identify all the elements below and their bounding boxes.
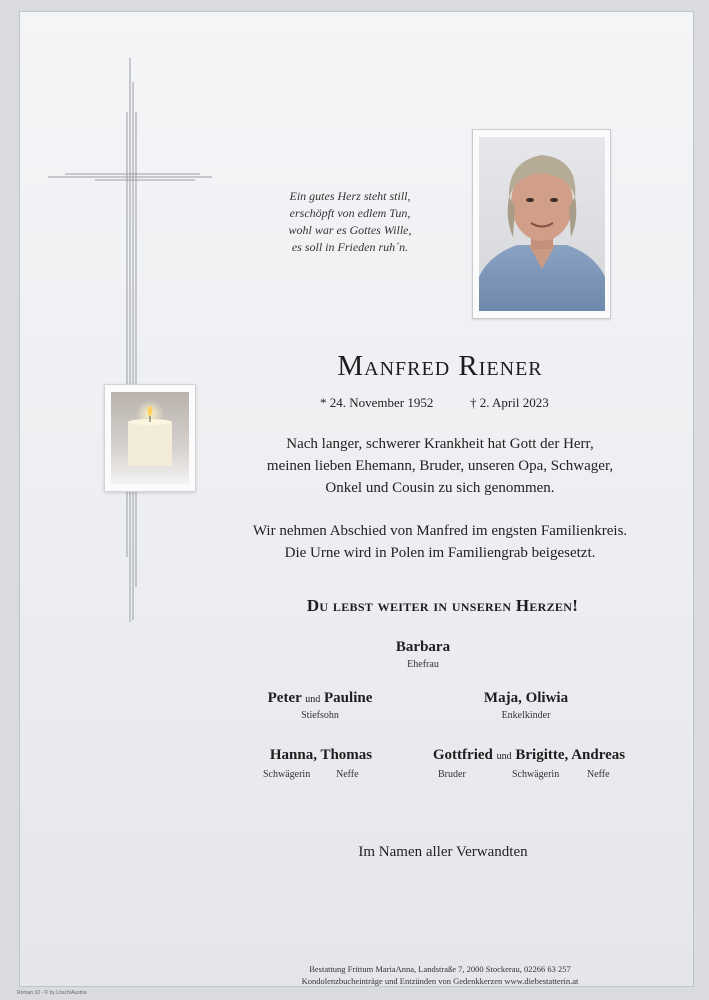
announcement-line: meinen lieben Ehemann, Bruder, unseren Opa, Schwager, — [266, 458, 614, 474]
mourner-name — [414, 747, 644, 764]
mourner-relation: Schwägerin — [263, 769, 311, 780]
mourner-relation: Schwägerin — [512, 769, 560, 780]
mourner-name: Hanna, Thomas — [269, 747, 373, 763]
und-connector: und — [496, 751, 512, 762]
parte-card — [19, 11, 694, 987]
closing-line: Im Namen aller Verwandten — [358, 844, 528, 860]
mourner-peter-pauline — [240, 690, 400, 721]
mourner-name: Barbara — [395, 639, 451, 655]
funeral-home-footer — [230, 963, 650, 987]
candle-icon — [111, 392, 189, 484]
portrait-photo — [472, 129, 611, 319]
candle-photo — [104, 384, 196, 492]
cross-icon — [20, 12, 220, 632]
mourner-relation: Ehefrau — [407, 659, 439, 670]
farewell-line: Wir nehmen Abschied von Manfred im engsten Familienkreis. — [252, 523, 628, 539]
template-credit: Roman 10 - © by Lösch/Austria — [17, 990, 87, 996]
mourner-name: Maja, Oliwia — [483, 690, 569, 706]
poem-line: erschöpft von edlem Tun, — [289, 206, 411, 220]
deceased-name: Manfred Riener — [337, 350, 543, 382]
mourner-barbara — [373, 639, 473, 670]
mourner-gottfried-group — [414, 747, 644, 764]
motto: Du lebst weiter in unseren Herzen! — [306, 596, 579, 615]
announcement-line: Onkel und Cousin zu sich genommen. — [325, 480, 555, 496]
mourner-relation: Enkelkinder — [501, 710, 551, 721]
mourner-name-second: Brigitte, Andreas — [515, 747, 626, 763]
birth-date: * 24. November 1952 — [320, 395, 434, 410]
farewell-text — [220, 520, 660, 564]
mourner-name — [240, 690, 400, 707]
footer-website: Kondolenzbucheinträge und Entzünden von Gedenkkerzen www.diebestatterin.at — [301, 976, 579, 986]
death-date: † 2. April 2023 — [470, 395, 549, 410]
poem-line: es soll in Frieden ruh´n. — [291, 240, 409, 254]
portrait-image — [479, 137, 605, 311]
poem — [250, 188, 450, 256]
mourner-name-first: Peter — [267, 690, 302, 706]
footer-address: Bestattung Frittum MariaAnna, Landstraße 7, 2000 Stockerau, 02266 63 257 — [309, 964, 571, 974]
announcement-text — [220, 433, 660, 499]
mourner-maja-oliwia — [454, 690, 598, 721]
mourner-relation: Neffe — [336, 769, 359, 780]
poem-line: wohl war es Gottes Wille, — [288, 223, 412, 237]
mourner-relation: Bruder — [438, 769, 466, 780]
mourner-relation: Stiefsohn — [301, 710, 339, 721]
mourner-relation: Neffe — [587, 769, 610, 780]
mourner-hanna-thomas — [246, 747, 396, 764]
announcement-line: Nach langer, schwerer Krankheit hat Gott der Herr, — [286, 436, 594, 452]
und-connector: und — [305, 694, 321, 705]
mourner-name-second: Pauline — [324, 690, 373, 706]
farewell-line: Die Urne wird in Polen im Familiengrab beigesetzt. — [284, 545, 596, 561]
mourner-name-first: Gottfried — [432, 747, 493, 763]
poem-line: Ein gutes Herz steht still, — [289, 189, 411, 203]
